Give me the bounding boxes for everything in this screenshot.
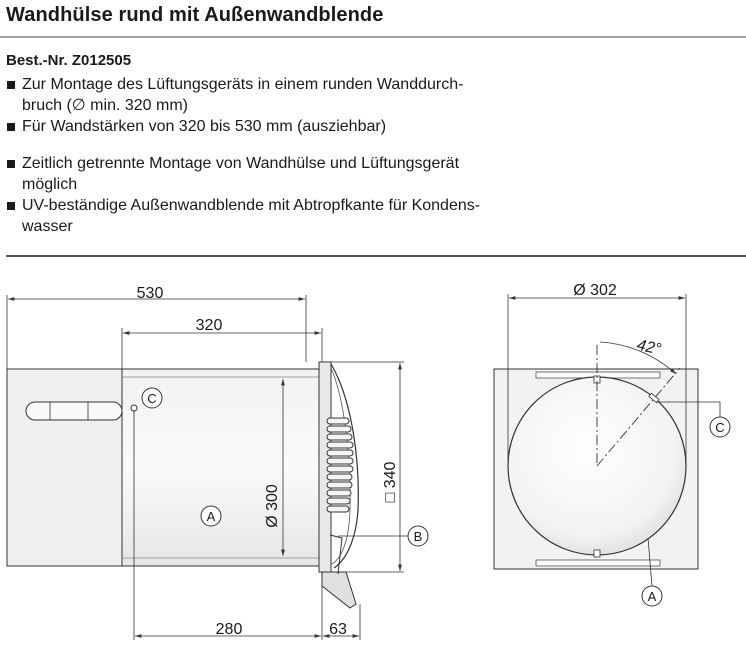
dim-300: Ø 300 bbox=[264, 484, 281, 528]
callout-b bbox=[408, 526, 428, 546]
dim-302: Ø 302 bbox=[573, 282, 617, 299]
feature-text: Zur Montage des Lüftungsgeräts in einem runden Wanddurch- bruch (∅ min. 320 mm) bbox=[22, 76, 464, 114]
callout-c-front bbox=[710, 417, 730, 437]
page-title: Wandhülse rund mit Außenwandblende bbox=[6, 4, 384, 26]
feature-text: UV-beständige Außenwandblende mit Abtropfkante für Kondens- wasser bbox=[22, 197, 481, 235]
callout-c-side bbox=[142, 388, 162, 408]
front-view bbox=[494, 294, 720, 586]
dim-530: 530 bbox=[136, 285, 164, 302]
callout-a-front bbox=[642, 586, 662, 606]
handle bbox=[26, 402, 122, 420]
callout-label: A bbox=[647, 589, 657, 604]
wall-cover bbox=[319, 362, 358, 608]
dim-280: 280 bbox=[215, 621, 243, 638]
feature-text: Für Wandstärken von 320 bis 530 mm (ausziehbar) bbox=[22, 118, 387, 135]
sleeve-outer bbox=[7, 369, 122, 566]
feature-text: Zeitlich getrennte Montage von Wandhülse und Lüftungsgerät möglich bbox=[22, 155, 460, 193]
dim-340: □ 340 bbox=[382, 461, 399, 503]
callout-a-side bbox=[201, 506, 221, 526]
dim-320: 320 bbox=[195, 317, 223, 334]
order-number: Best.-Nr. Z012505 bbox=[6, 52, 132, 69]
side-view bbox=[7, 295, 408, 640]
callout-label: A bbox=[206, 509, 216, 524]
callout-label: B bbox=[413, 529, 423, 544]
callout-label: C bbox=[147, 391, 157, 406]
callout-label: C bbox=[715, 420, 725, 435]
dim-63: 63 bbox=[329, 621, 347, 638]
angle-42: 42° bbox=[635, 336, 663, 359]
